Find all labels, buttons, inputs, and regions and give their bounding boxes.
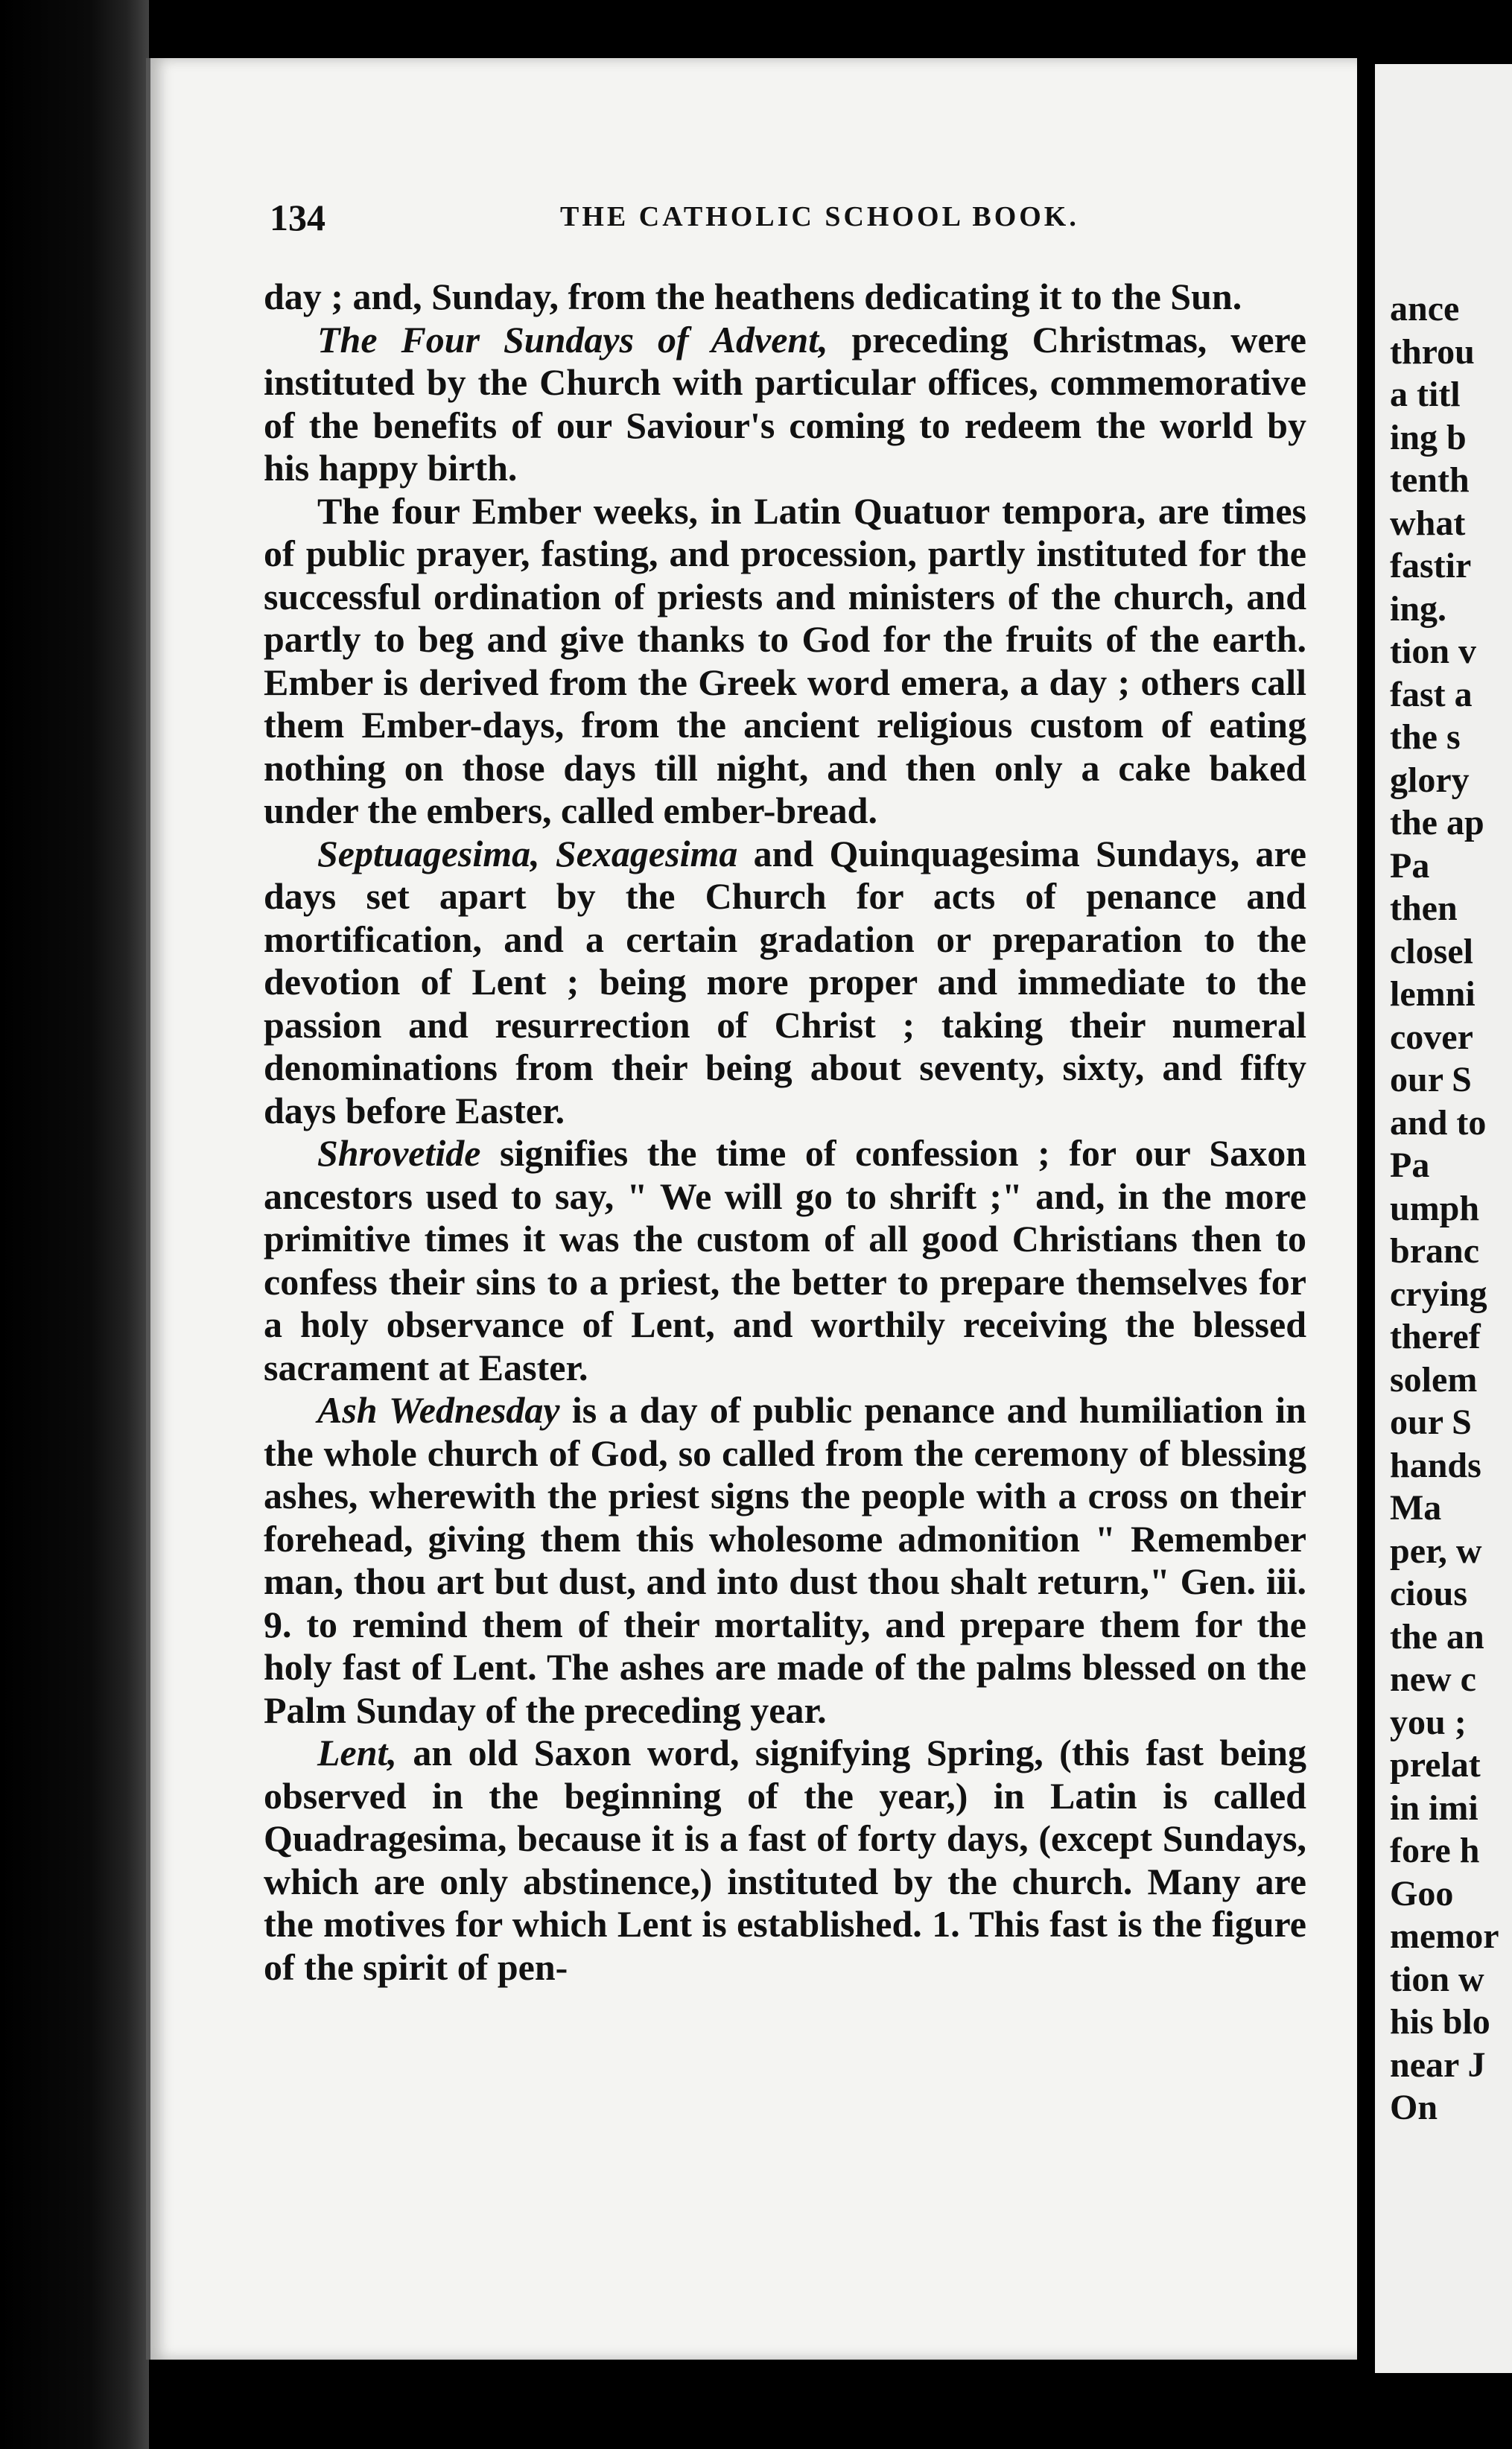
facing-page-line: fastir — [1390, 546, 1472, 585]
facing-page-line: and to — [1390, 1102, 1487, 1143]
facing-page-line: memor — [1390, 1916, 1499, 1956]
facing-page-line: his blo — [1390, 2002, 1490, 2042]
facing-page-line: branc — [1390, 1231, 1479, 1271]
facing-page-line: ing. — [1390, 588, 1447, 629]
paragraph — [264, 1389, 1306, 1732]
facing-page-line: the an — [1390, 1616, 1484, 1657]
facing-page-line: what — [1390, 503, 1466, 543]
facing-page-line: Pa — [1390, 845, 1430, 886]
page-gutter — [1357, 52, 1375, 2369]
facing-page-line: hands — [1390, 1445, 1481, 1485]
facing-page-line: On — [1390, 2088, 1438, 2127]
facing-page-line: crying — [1390, 1274, 1487, 1314]
facing-page-line: cious — [1390, 1574, 1468, 1613]
facing-page-line: theref — [1390, 1317, 1481, 1356]
facing-page-line: in imi — [1390, 1788, 1478, 1828]
paragraph — [264, 1132, 1306, 1389]
paragraph-lead: Ash Wednesday — [317, 1389, 560, 1431]
facing-page-line: ing b — [1390, 417, 1467, 457]
paragraph-text: The four Ember weeks, in Latin Quatuor tempora, are times of public prayer, fasting, and procession, partly instituted for the successful ordination of priests and ministers of the church, and partly to beg and give thanks to God for the fruits of the earth. Ember is derived from the Greek word emera, a day ; others call them Ember-days, from the ancient religious custom of eating nothing on those days till night, and then only a cake baked under the embers, called ember-bread. — [264, 489, 1306, 831]
facing-page-line: prelat — [1390, 1745, 1481, 1785]
paragraph-text: and Quinquagesima Sundays, are days set apart by the Church for acts of penance and mortification, and a certain gradation or preparation to the devotion of Lent ; being more proper and immediate to the passion and resurrection of Christ ; taking their numeral denominations from their being about seventy, sixty, and fifty days before Easter. — [264, 832, 1306, 1131]
facing-page-line: Pa — [1390, 1146, 1430, 1185]
facing-page-line: tion v — [1390, 632, 1477, 671]
paragraph — [264, 490, 1306, 833]
paragraph-lead: The Four Sundays of Advent, — [317, 318, 828, 360]
facing-page-line: solem — [1390, 1359, 1478, 1400]
facing-page-line: Ma — [1390, 1488, 1442, 1528]
paragraph-text: an old Saxon word, signifying Spring, (this fast being observed in the beginning of the year,) in Latin is called Quadragesima, because it is a fast of forty days, (except Sundays, which are only abstinence,) instituted by the church. Many are the motives for which Lent is established. 1. This fast is the figure of the spirit of pen- — [264, 1732, 1306, 1988]
paragraph — [264, 833, 1306, 1133]
paragraph — [264, 319, 1306, 490]
facing-page-line: Goo — [1390, 1873, 1454, 1913]
facing-page-line: tenth — [1390, 460, 1470, 500]
facing-page-line: throu — [1390, 331, 1475, 372]
facing-page-line: lemni — [1390, 974, 1476, 1014]
page-number: 134 — [270, 197, 325, 238]
paragraph — [264, 1732, 1306, 1989]
facing-page-line: then — [1390, 889, 1458, 928]
paragraph-lead: Septuagesima, Sexagesima — [317, 832, 738, 874]
facing-page-line: tion w — [1390, 1959, 1484, 1999]
book-page — [146, 58, 1362, 2360]
facing-page-line: per, w — [1390, 1531, 1482, 1571]
paragraph-lead: Lent, — [317, 1732, 397, 1773]
facing-page-line: near J — [1390, 2045, 1486, 2085]
facing-page-line: a titl — [1390, 375, 1461, 414]
facing-page-line: you ; — [1390, 1702, 1467, 1742]
facing-page-line: our S — [1390, 1403, 1472, 1442]
paragraph-text: signifies the time of confession ; for our Saxon ancestors used to say, " We will go to shrift ;" and, in the more primitive times it was the custom of all good Christians then to confess their sins to a priest, the better to prepare themselves for a holy observance of Lent, and worthily receiving the blessed sacrament at Easter. — [264, 1132, 1306, 1388]
facing-page-text — [1390, 288, 1512, 2129]
facing-page — [1375, 64, 1512, 2373]
facing-page-line: umph — [1390, 1188, 1480, 1228]
body-text — [264, 276, 1306, 1989]
facing-page-line: glory — [1390, 760, 1470, 800]
paragraph-lead: Shrovetide — [317, 1132, 481, 1174]
paragraph-text: is a day of public penance and humiliation in the whole church of God, so called from the ceremony of blessing ashes, wherewith the priest signs the people with a cross on their forehead, giving them this wholesome admonition " Remember man, thou art but dust, and into dust thou shalt return," Gen. iii. 9. to remind them of their mortality, and prepare them for the holy fast of Lent. The ashes are made of the palms blessed on the Palm Sunday of the preceding year. — [264, 1389, 1306, 1731]
facing-page-line: fore h — [1390, 1831, 1480, 1870]
facing-page-line: ance — [1390, 289, 1460, 328]
facing-page-line: new c — [1390, 1659, 1476, 1699]
facing-page-line: cover — [1390, 1017, 1473, 1057]
page-header — [270, 196, 1335, 255]
facing-page-line: closel — [1390, 931, 1473, 971]
facing-page-line: fast a — [1390, 674, 1473, 714]
facing-page-line: our S — [1390, 1060, 1472, 1099]
facing-page-line: the ap — [1390, 803, 1484, 842]
paragraph: day ; and, Sunday, from the heathens dedicating it to the Sun. — [264, 276, 1242, 317]
facing-page-line: the s — [1390, 717, 1461, 757]
paragraph-text: preceding Christmas, were instituted by the Church with particular offices, commemorative of the benefits of our Saviour's coming to redeem the world by his happy birth. — [264, 318, 1306, 489]
running-head: THE CATHOLIC SCHOOL BOOK. — [560, 201, 1079, 232]
scan-left-border — [0, 0, 149, 2449]
